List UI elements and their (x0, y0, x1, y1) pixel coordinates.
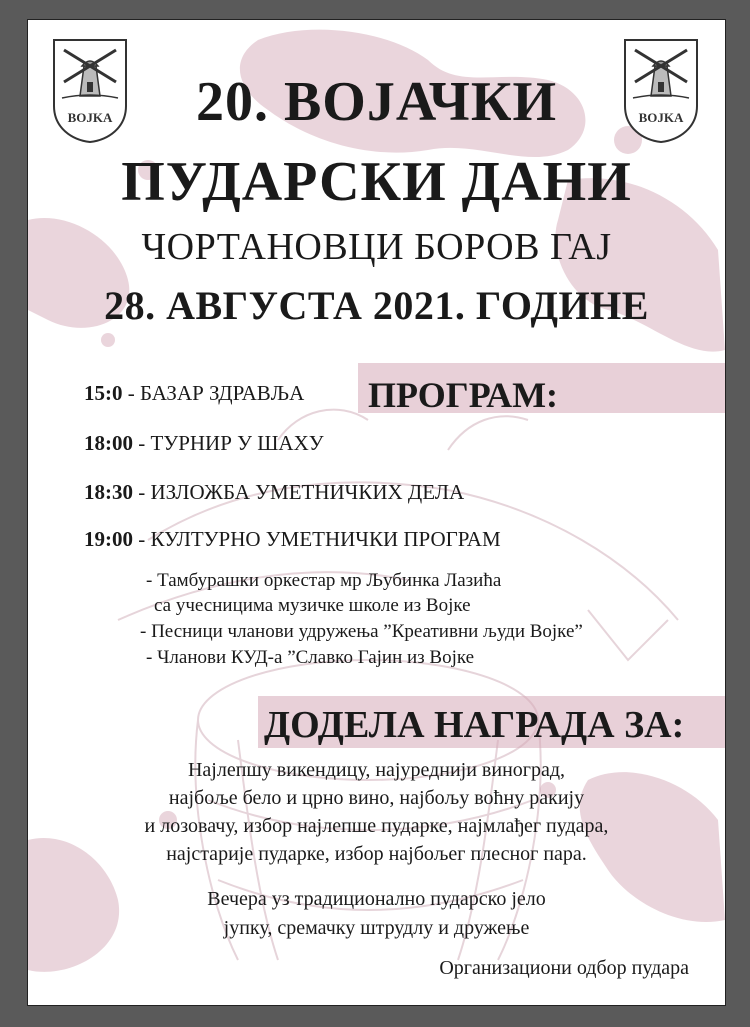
organizer-signature: Организациони одбор пудара (439, 957, 689, 979)
schedule-item (84, 431, 324, 456)
awards-line: најстарије пударке, избор најбољег плесног пара. (166, 843, 587, 865)
program-sub-item: - Песници чланови удружења ”Креативни људи Војке” (140, 621, 583, 642)
event-date: 28. АВГУСТА 2021. ГОДИНЕ (104, 283, 649, 328)
event-title-line2: ПУДАРСКИ ДАНИ (121, 151, 632, 213)
schedule-time: 15:0 (84, 381, 123, 405)
schedule-text: - КУЛТУРНО УМЕТНИЧКИ ПРОГРАМ (138, 527, 501, 551)
schedule-item (84, 527, 501, 552)
schedule-text: - ИЗЛОЖБА УМЕТНИЧКИХ ДЕЛА (138, 480, 465, 504)
event-poster (27, 19, 726, 1006)
crest-label: BOJKA (638, 110, 684, 125)
event-location: ЧОРТАНОВЦИ БОРОВ ГАЈ (141, 226, 612, 268)
awards-line: најбоље бело и црно вино, најбољу воћну ракију (168, 787, 585, 809)
crest-label: BOJKA (67, 110, 113, 125)
awards-line: Најлепшу викендицу, најуреднији виноград, (187, 759, 566, 781)
schedule-time: 18:00 (84, 431, 133, 455)
schedule-time: 19:00 (84, 527, 133, 551)
program-heading: ПРОГРАМ: (368, 375, 559, 415)
awards-heading: ДОДЕЛА НАГРАДА ЗА: (264, 704, 685, 746)
dinner-line: Вечера уз традиционално пударско јело (207, 888, 546, 910)
schedule-item (84, 381, 304, 406)
program-sub-item: са учесницима музичке школе из Војке (154, 595, 471, 616)
schedule-text: - БАЗАР ЗДРАВЉА (127, 381, 305, 405)
schedule-item (84, 480, 464, 505)
schedule-text: - ТУРНИР У ШАХУ (138, 431, 324, 455)
event-title-line1: 20. ВОЈАЧКИ (195, 71, 558, 133)
awards-line: и лозовачу, избор најлепше пударке, најмлађег пудара, (144, 815, 609, 837)
dinner-line: јупку, сремачку штрудлу и дружење (223, 917, 530, 939)
program-sub-item: - Чланови КУД-а ”Славко Гајин из Војке (146, 647, 475, 668)
schedule-time: 18:30 (84, 480, 133, 504)
program-sub-item: - Тамбурашки оркестар мр Љубинка Лазића (146, 570, 502, 591)
